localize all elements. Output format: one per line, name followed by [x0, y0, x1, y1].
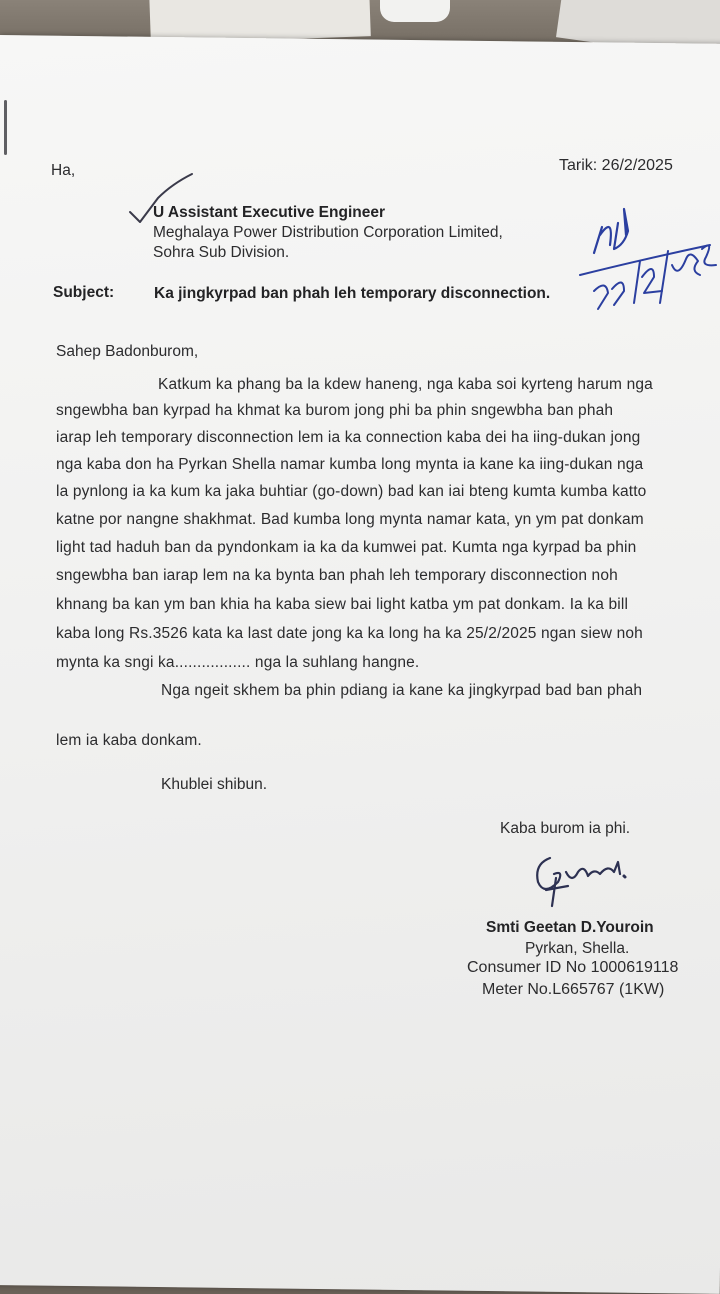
- paragraph1-line: iarap leh temporary disconnection lem ia ka connection kaba dei ha iing-dukan jong: [56, 429, 641, 446]
- margin-mark: [4, 100, 7, 155]
- meter-number: Meter No.L665767 (1KW): [482, 981, 665, 998]
- paragraph1-line: khnang ba kan ym ban khia ha kaba siew bai light katba ym pat donkam. Ia ka bill: [56, 596, 629, 613]
- greeting: Sahep Badonburom,: [56, 343, 199, 360]
- salutation-to: Ha,: [51, 162, 76, 179]
- consumer-id: Consumer ID No 1000619118: [467, 959, 679, 976]
- paragraph1-line: Katkum ka phang ba la kdew haneng, nga kaba soi kyrteng harum nga: [158, 376, 653, 393]
- paragraph1-line: katne por nangne shakhmat. Bad kumba long mynta namar kata, yn ym pat donkam: [56, 511, 644, 528]
- sender-name: Smti Geetan D.Youroin: [486, 919, 654, 936]
- recipient-organization: Meghalaya Power Distribution Corporation Limited,: [153, 224, 503, 241]
- signature: [528, 850, 638, 910]
- paragraph1-line: la pynlong ia ka kum ka jaka buhtiar (go-down) bad kan iai bteng kumta kumba katto: [56, 483, 647, 500]
- paragraph1-line: nga kaba don ha Pyrkan Shella namar kumba long mynta ia kane ka iing-dukan nga: [56, 456, 644, 473]
- paragraph1-line: kaba long Rs.3526 kata ka last date jong ka ka long ha ka 25/2/2025 ngan siew noh: [56, 625, 643, 642]
- paragraph2-line: Nga ngeit skhem ba phin pdiang ia kane ka jingkyrpad bad ban phah: [161, 682, 643, 699]
- paragraph1-line: light tad haduh ban da pyndonkam ia ka da kumwei pat. Kumta nga kyrpad ba phin: [56, 539, 637, 556]
- sender-address: Pyrkan, Shella.: [525, 940, 630, 957]
- paragraph1-line: mynta ka sngi ka................. nga la suhlang hangne.: [56, 654, 420, 671]
- subject-label: Subject:: [53, 284, 115, 301]
- received-stamp-handwriting: [580, 205, 720, 315]
- valediction: Kaba burom ia phi.: [500, 820, 631, 837]
- paragraph2-line: lem ia kaba donkam.: [56, 732, 202, 749]
- letter-date: Tarik: 26/2/2025: [559, 157, 673, 174]
- recipient-title: U Assistant Executive Engineer: [153, 204, 386, 221]
- recipient-division: Sohra Sub Division.: [153, 244, 290, 261]
- subject-text: Ka jingkyrpad ban phah leh temporary disconnection.: [154, 285, 551, 302]
- paragraph1-line: sngewbha ban kyrpad ha khmat ka burom jong phi ba phin sngewbha ban phah: [56, 402, 614, 419]
- closing: Khublei shibun.: [161, 776, 267, 793]
- paragraph1-line: sngewbha ban iarap lem na ka bynta ban phah leh temporary disconnection noh: [56, 567, 618, 584]
